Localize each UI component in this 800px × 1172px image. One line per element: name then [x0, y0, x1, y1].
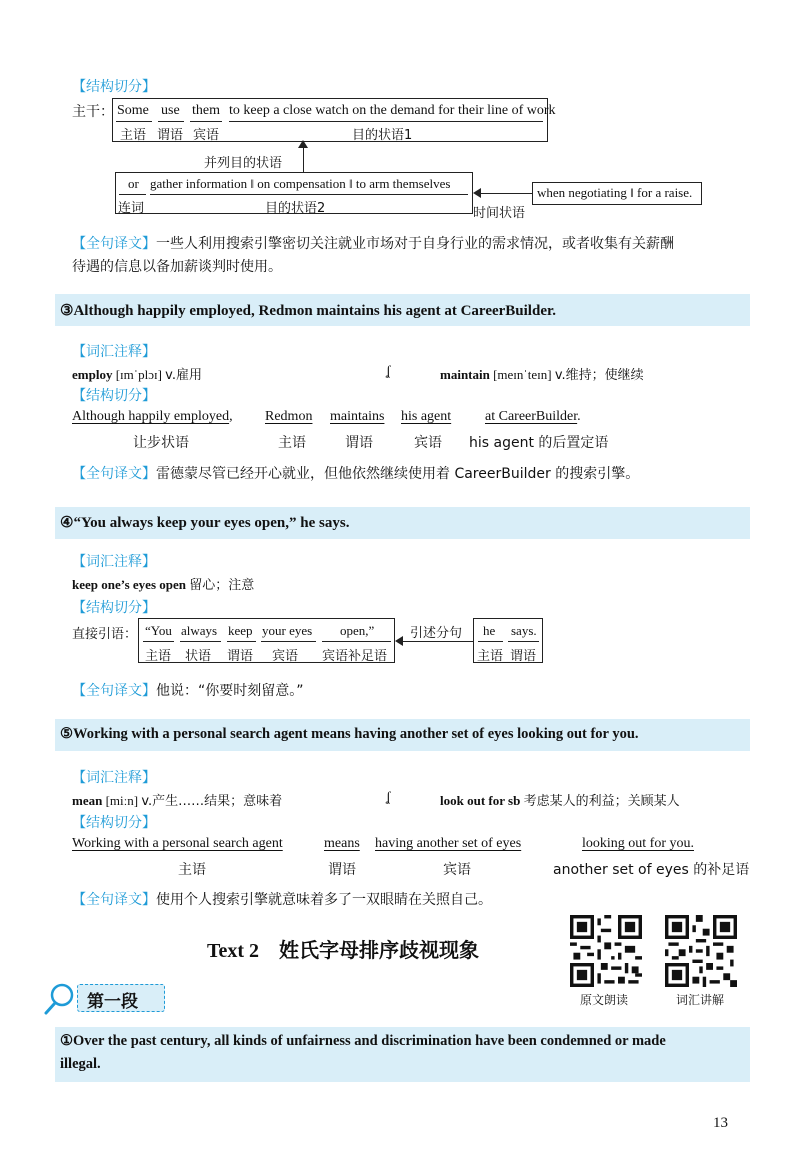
- label-adverbial: 状语: [185, 649, 212, 664]
- label-subject: 主语: [278, 435, 306, 451]
- vocab-word: keep one’s eyes open: [72, 577, 186, 592]
- translation-line: [72, 889, 492, 909]
- phrase: Although happily employed: [72, 409, 230, 424]
- gather-phrase: gather information ‖ on compensation ‖ to arm themselves: [150, 176, 451, 191]
- label-subject: 主语: [477, 649, 504, 664]
- translation-tag: 【全句译文】: [72, 683, 156, 699]
- label-predicate: 谓语: [345, 435, 373, 451]
- purpose-phrase-1: to keep a close watch on the demand for their line of work: [229, 103, 556, 118]
- structure-tag: 【结构切分】: [72, 600, 156, 616]
- sentence-3: ③Although happily employed, Redmon maintains his agent at CareerBuilder.: [60, 303, 557, 319]
- phonetic: [miːn]: [105, 793, 139, 808]
- reporting-clause-label: 引述分句: [410, 626, 463, 641]
- qr-label-vocab: 词汇讲解: [676, 993, 725, 1007]
- page-number: 13: [713, 1115, 728, 1131]
- label-predicate: 谓语: [510, 649, 537, 664]
- label-concession: 让步状语: [133, 435, 189, 451]
- label-predicate: 谓语: [157, 128, 184, 143]
- translation-line: [72, 463, 639, 483]
- label-object: 宾语: [414, 435, 442, 451]
- arrow-line: [403, 641, 473, 642]
- definition: v.产生……结果；意味着: [141, 794, 283, 809]
- label-subject: 主语: [120, 128, 147, 143]
- vocab-tag: 【词汇注释】: [72, 344, 156, 360]
- underline: [119, 194, 146, 195]
- structure-tag: 【结构切分】: [72, 815, 156, 831]
- magnifier-icon: [38, 982, 78, 1016]
- definition: v.维持；使继续: [554, 368, 644, 383]
- word-always: always: [181, 623, 218, 638]
- label-conjunction: 连词: [118, 201, 145, 216]
- vocab-word: look out for sb: [440, 793, 521, 808]
- vocab-keep-eyes-open: [72, 574, 254, 593]
- sentence-4: ④“You always keep your eyes open,” he says.: [60, 515, 350, 531]
- label-purpose-1: 目的状语1: [352, 128, 413, 143]
- underline: [150, 194, 468, 195]
- phrase-predicate: means: [324, 836, 360, 851]
- phonetic: [meɪnˈteɪn]: [493, 367, 552, 382]
- translation-text: 使用个人搜索引擎就意味着多了一双眼睛在关照自己。: [156, 892, 492, 908]
- translation-tag: 【全句译文】: [72, 466, 156, 482]
- vocab-tag: 【词汇注释】: [72, 770, 156, 786]
- definition: 考虑某人的利益；关顾某人: [523, 794, 680, 809]
- label-predicate: 谓语: [328, 862, 356, 878]
- phrase-object: his agent: [401, 409, 452, 424]
- underline: [180, 641, 221, 642]
- phrase-concession: [72, 409, 233, 425]
- label-complement: another set of eyes 的补足语: [553, 862, 750, 878]
- vocab-mean: [72, 790, 282, 809]
- vocab-word: maintain: [440, 367, 490, 382]
- definition: v.雇用: [165, 368, 202, 383]
- translation-text: 雷德蒙尽管已经开心就业，但他依然继续使用着 CareerBuilder 的搜索引擎。: [156, 466, 640, 482]
- word-some: Some: [117, 103, 149, 118]
- label-object: 宾语: [443, 862, 471, 878]
- phrase-attributive: [485, 409, 581, 425]
- qr-code-icon[interactable]: [570, 915, 642, 987]
- vocab-tag: 【词汇注释】: [72, 554, 156, 570]
- phrase-subject: Redmon: [265, 409, 313, 424]
- text-2-title: Text 2 姓氏字母排序歧视现象: [207, 940, 480, 962]
- parallel-label: 并列目的状语: [204, 156, 283, 171]
- underline: [190, 121, 222, 122]
- underline: [229, 121, 543, 122]
- label-object: 宾语: [193, 128, 220, 143]
- translation-tag: 【全句译文】: [72, 892, 156, 908]
- word-you: “You: [145, 623, 172, 638]
- translation-line-1: [72, 233, 674, 253]
- separator-icon: ʆ: [386, 364, 391, 379]
- translation-text: 他说：“你要时刻留意。”: [156, 683, 304, 699]
- main-clause-label: 主干：: [72, 104, 114, 120]
- word-your-eyes: your eyes: [262, 623, 313, 638]
- phrase: at CareerBuilder: [485, 409, 578, 424]
- word-or: or: [128, 176, 139, 191]
- definition: 留心；注意: [189, 578, 255, 593]
- word-keep: keep: [228, 623, 253, 638]
- label-purpose-2: 目的状语2: [265, 201, 326, 216]
- vocab-maintain: [440, 364, 644, 383]
- section-title: 第一段: [87, 992, 138, 1012]
- word-them: them: [192, 103, 220, 118]
- structure-tag: 【结构切分】: [72, 388, 156, 404]
- vocab-look-out-for: [440, 790, 680, 809]
- phrase-subject: Working with a personal search agent: [72, 836, 283, 851]
- label-time-adverbial: 时间状语: [473, 206, 526, 221]
- sentence-5: ⑤Working with a personal search agent means having another set of eyes looking out for you.: [60, 726, 639, 742]
- label-subject: 主语: [178, 862, 206, 878]
- translation-line: [72, 680, 304, 700]
- qr-code-icon[interactable]: [665, 915, 737, 987]
- phrase-complement: looking out for you.: [582, 836, 694, 851]
- phrase-object: having another set of eyes: [375, 836, 522, 851]
- structure-tag: 【结构切分】: [72, 79, 156, 95]
- punct: .: [577, 409, 581, 424]
- phrase-predicate: maintains: [330, 409, 385, 424]
- underline: [227, 641, 256, 642]
- label-attributive: his agent 的后置定语: [469, 435, 609, 451]
- underline: [116, 121, 152, 122]
- word-says: says.: [511, 623, 537, 638]
- separator-icon: ʆ: [386, 790, 391, 805]
- arrow-line: [481, 193, 532, 194]
- direct-speech-label: 直接引语：: [72, 627, 138, 642]
- arrow-line: [303, 146, 304, 173]
- underline: [143, 641, 174, 642]
- translation-text: 一些人利用搜索引擎密切关注就业市场对于自身行业的需求情况，或者收集有关薪酬: [156, 236, 674, 252]
- word-use: use: [161, 103, 180, 118]
- arrow-left-icon: [395, 636, 403, 646]
- translation-tag: 【全句译文】: [72, 236, 156, 252]
- translation-line-2: 待遇的信息以备加薪谈判时使用。: [72, 259, 282, 275]
- arrow-left-icon: [473, 188, 481, 198]
- label-predicate: 谓语: [227, 649, 254, 664]
- phonetic: [ɪmˈplɔɪ]: [115, 367, 162, 382]
- word-he: he: [483, 623, 496, 638]
- underline: [508, 641, 539, 642]
- underline: [322, 641, 391, 642]
- text2-sentence-1-line-2: illegal.: [60, 1056, 101, 1072]
- vocab-word: employ: [72, 367, 113, 382]
- vocab-word: mean: [72, 793, 103, 808]
- label-complement: 宾语补足语: [322, 649, 388, 664]
- punct: ,: [229, 409, 233, 424]
- arrow-up-icon: [298, 140, 308, 148]
- word-open: open,”: [340, 623, 375, 638]
- label-subject: 主语: [145, 649, 172, 664]
- underline: [261, 641, 316, 642]
- underline: [478, 641, 503, 642]
- underline: [158, 121, 184, 122]
- qr-label-read-aloud: 原文朗读: [580, 993, 629, 1007]
- time-phrase: when negotiating ‖ for a raise.: [537, 185, 693, 200]
- vocab-employ: [72, 364, 202, 383]
- label-object: 宾语: [272, 649, 299, 664]
- text2-sentence-1-line-1: ①Over the past century, all kinds of unfairness and discrimination have been condemned or made: [60, 1033, 666, 1049]
